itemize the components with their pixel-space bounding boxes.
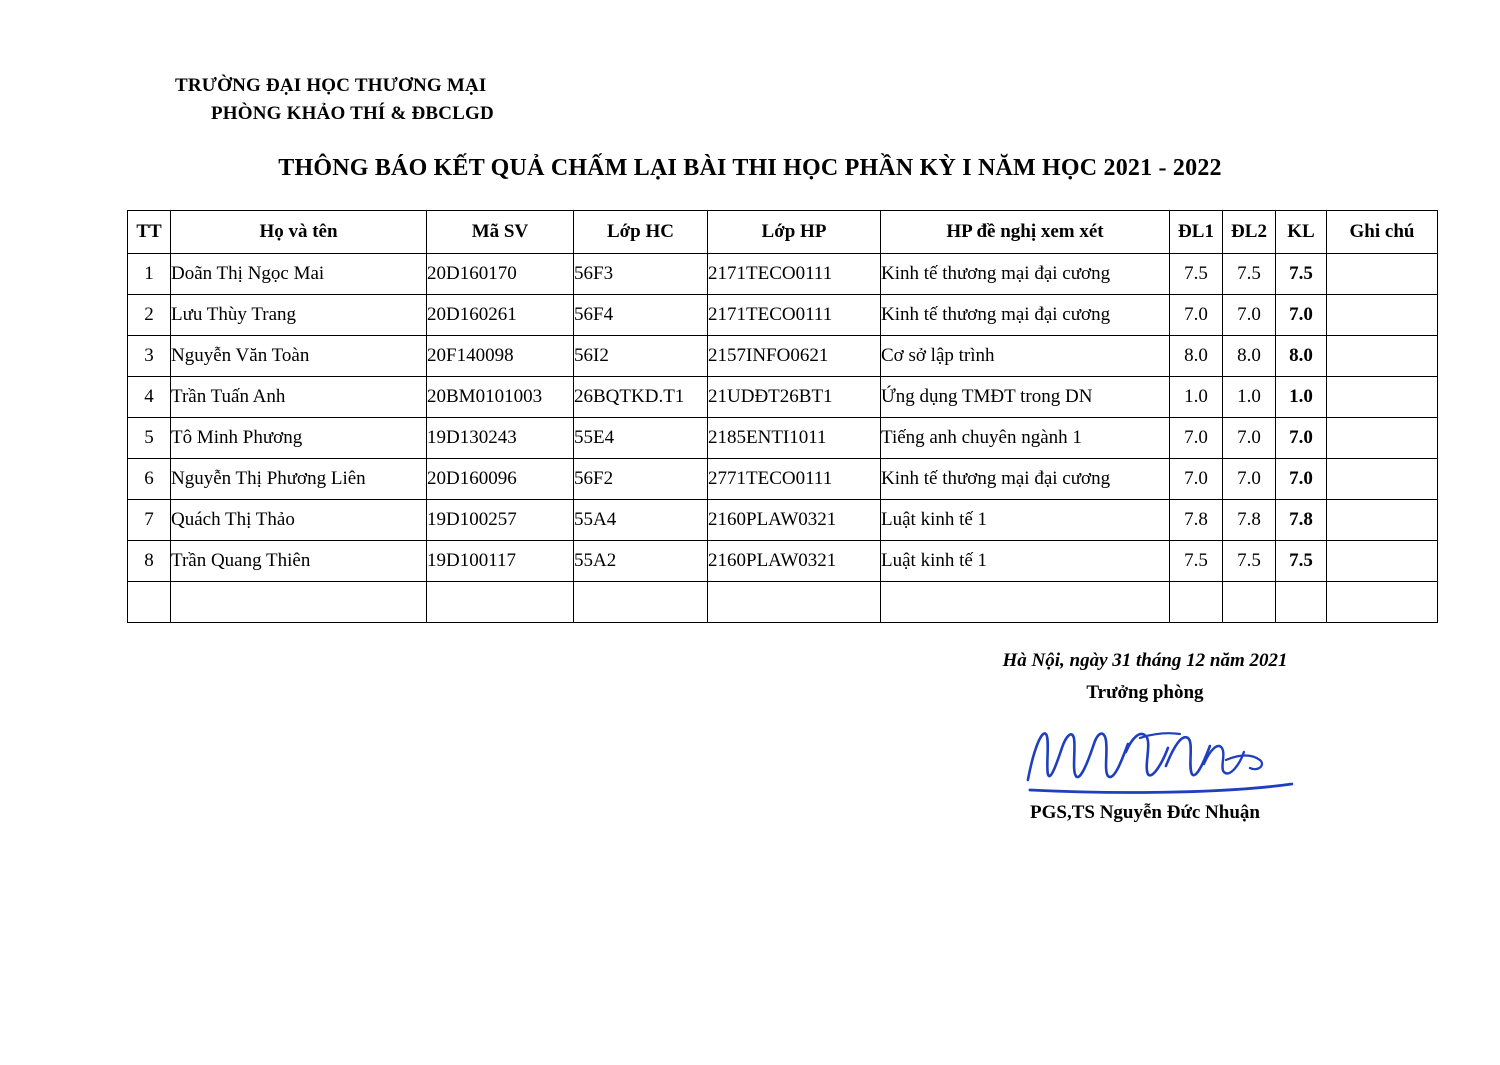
cell-note [1327, 418, 1438, 459]
cell-lophp: 2160PLAW0321 [708, 500, 881, 541]
cell-tt: 5 [128, 418, 171, 459]
cell-dl1: 1.0 [1170, 377, 1223, 418]
cell-hp: Kinh tế thương mại đại cương [881, 254, 1170, 295]
handwritten-signature-icon [990, 708, 1320, 800]
column-header-dl1: ĐL1 [1170, 211, 1223, 254]
cell-lophp: 2771TECO0111 [708, 459, 881, 500]
table-body [128, 254, 1438, 623]
cell-tt: 3 [128, 336, 171, 377]
cell-tt: 6 [128, 459, 171, 500]
table-row [128, 418, 1438, 459]
column-header-hp: HP đề nghị xem xét [881, 211, 1170, 254]
table-row [128, 377, 1438, 418]
cell-lophc [574, 582, 708, 623]
cell-dl2: 8.0 [1223, 336, 1276, 377]
cell-dl2: 1.0 [1223, 377, 1276, 418]
table-header [128, 211, 1438, 254]
cell-name: Doãn Thị Ngọc Mai [171, 254, 427, 295]
results-table [127, 210, 1438, 623]
table-row [128, 295, 1438, 336]
cell-dl1 [1170, 582, 1223, 623]
cell-name: Trần Tuấn Anh [171, 377, 427, 418]
table-row [128, 500, 1438, 541]
cell-dl1: 7.5 [1170, 541, 1223, 582]
cell-name [171, 582, 427, 623]
table-row [128, 541, 1438, 582]
cell-tt: 4 [128, 377, 171, 418]
cell-hp: Kinh tế thương mại đại cương [881, 459, 1170, 500]
cell-dl1: 7.5 [1170, 254, 1223, 295]
signature-block [930, 650, 1360, 824]
cell-masv: 20D160261 [427, 295, 574, 336]
cell-kl: 1.0 [1276, 377, 1327, 418]
cell-kl: 7.5 [1276, 254, 1327, 295]
cell-hp: Luật kinh tế 1 [881, 541, 1170, 582]
cell-tt: 7 [128, 500, 171, 541]
cell-hp [881, 582, 1170, 623]
signature-date: Hà Nội, ngày 31 tháng 12 năm 2021 [1002, 650, 1288, 671]
cell-dl1: 7.0 [1170, 418, 1223, 459]
column-header-lophp: Lớp HP [708, 211, 881, 254]
cell-note [1327, 541, 1438, 582]
cell-dl1: 7.8 [1170, 500, 1223, 541]
cell-lophp: 2171TECO0111 [708, 254, 881, 295]
cell-name: Nguyễn Văn Toàn [171, 336, 427, 377]
cell-dl2 [1223, 582, 1276, 623]
table-row [128, 254, 1438, 295]
cell-tt: 2 [128, 295, 171, 336]
cell-lophc: 55E4 [574, 418, 708, 459]
cell-lophc: 56F2 [574, 459, 708, 500]
cell-tt [128, 582, 171, 623]
column-header-tt: TT [128, 211, 171, 254]
cell-lophc: 55A2 [574, 541, 708, 582]
cell-lophp: 2185ENTI1011 [708, 418, 881, 459]
cell-lophc: 56I2 [574, 336, 708, 377]
table-row [128, 336, 1438, 377]
cell-dl2: 7.0 [1223, 418, 1276, 459]
cell-masv: 20BM0101003 [427, 377, 574, 418]
cell-masv: 20D160096 [427, 459, 574, 500]
cell-tt: 1 [128, 254, 171, 295]
cell-note [1327, 500, 1438, 541]
cell-lophc: 55A4 [574, 500, 708, 541]
cell-masv [427, 582, 574, 623]
cell-masv: 19D100257 [427, 500, 574, 541]
cell-dl1: 7.0 [1170, 295, 1223, 336]
cell-tt: 8 [128, 541, 171, 582]
signature-role: Trưởng phòng [1086, 682, 1204, 703]
cell-lophc: 56F4 [574, 295, 708, 336]
cell-hp: Cơ sở lập trình [881, 336, 1170, 377]
signature-image [930, 708, 1360, 800]
cell-kl [1276, 582, 1327, 623]
cell-lophp [708, 582, 881, 623]
column-header-note: Ghi chú [1327, 211, 1438, 254]
cell-dl2: 7.0 [1223, 295, 1276, 336]
cell-dl2: 7.8 [1223, 500, 1276, 541]
cell-hp: Ứng dụng TMĐT trong DN [881, 377, 1170, 418]
column-header-name: Họ và tên [171, 211, 427, 254]
cell-hp: Luật kinh tế 1 [881, 500, 1170, 541]
cell-lophp: 2171TECO0111 [708, 295, 881, 336]
cell-hp: Tiếng anh chuyên ngành 1 [881, 418, 1170, 459]
column-header-kl: KL [1276, 211, 1327, 254]
cell-dl1: 7.0 [1170, 459, 1223, 500]
signer-name: PGS,TS Nguyễn Đức Nhuận [1030, 802, 1260, 823]
cell-note [1327, 295, 1438, 336]
cell-kl: 8.0 [1276, 336, 1327, 377]
cell-kl: 7.8 [1276, 500, 1327, 541]
cell-lophp: 21UDĐT26BT1 [708, 377, 881, 418]
cell-lophc: 56F3 [574, 254, 708, 295]
cell-name: Lưu Thùy Trang [171, 295, 427, 336]
table-row [128, 459, 1438, 500]
table-header-row [128, 211, 1438, 254]
cell-lophp: 2157INFO0621 [708, 336, 881, 377]
cell-note [1327, 336, 1438, 377]
page-title: THÔNG BÁO KẾT QUẢ CHẤM LẠI BÀI THI HỌC PHẦN KỲ I NĂM HỌC 2021 - 2022 [278, 155, 1222, 181]
cell-note [1327, 582, 1438, 623]
cell-lophc: 26BQTKD.T1 [574, 377, 708, 418]
cell-name: Trần Quang Thiên [171, 541, 427, 582]
cell-hp: Kinh tế thương mại đại cương [881, 295, 1170, 336]
cell-name: Tô Minh Phương [171, 418, 427, 459]
cell-dl2: 7.0 [1223, 459, 1276, 500]
cell-note [1327, 377, 1438, 418]
cell-kl: 7.0 [1276, 459, 1327, 500]
cell-lophp: 2160PLAW0321 [708, 541, 881, 582]
cell-dl1: 8.0 [1170, 336, 1223, 377]
column-header-masv: Mã SV [427, 211, 574, 254]
cell-masv: 19D130243 [427, 418, 574, 459]
cell-note [1327, 254, 1438, 295]
cell-kl: 7.0 [1276, 295, 1327, 336]
column-header-dl2: ĐL2 [1223, 211, 1276, 254]
cell-masv: 20F140098 [427, 336, 574, 377]
column-header-lophc: Lớp HC [574, 211, 708, 254]
cell-masv: 19D100117 [427, 541, 574, 582]
cell-dl2: 7.5 [1223, 254, 1276, 295]
cell-dl2: 7.5 [1223, 541, 1276, 582]
table-row-empty [128, 582, 1438, 623]
cell-name: Nguyễn Thị Phương Liên [171, 459, 427, 500]
department-name: PHÒNG KHẢO THÍ & ĐBCLGD [211, 103, 494, 124]
organization-header [175, 72, 494, 128]
university-name: TRƯỜNG ĐẠI HỌC THƯƠNG MẠI [175, 75, 487, 96]
cell-note [1327, 459, 1438, 500]
cell-name: Quách Thị Thảo [171, 500, 427, 541]
cell-kl: 7.5 [1276, 541, 1327, 582]
cell-kl: 7.0 [1276, 418, 1327, 459]
cell-masv: 20D160170 [427, 254, 574, 295]
